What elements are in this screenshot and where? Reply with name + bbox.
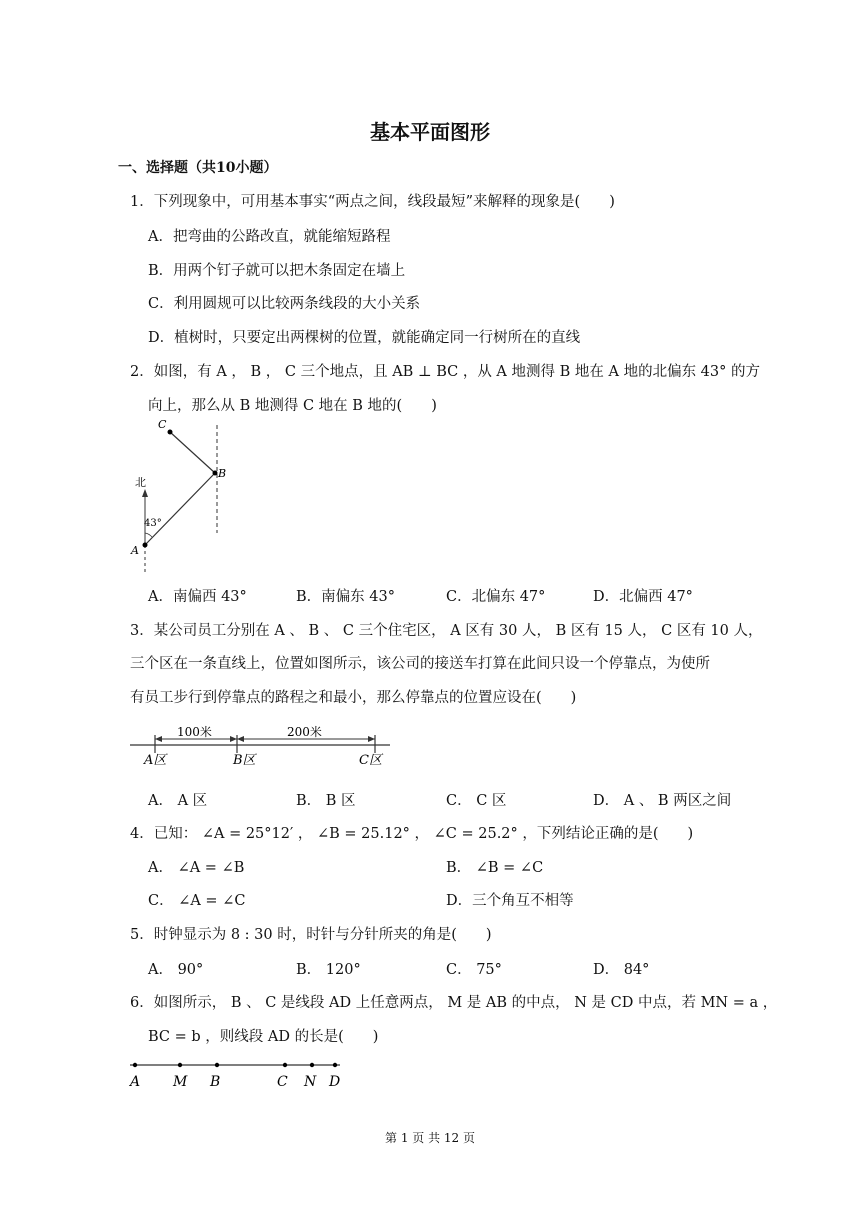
seg-label-d: D [329,1074,341,1090]
point-a [143,543,148,548]
seg-label-m: M [173,1074,188,1090]
seg-label-b: B [210,1074,221,1090]
section-heading: 一、选择题（共10小题） [118,160,278,176]
q2-option-c: C．北偏东 47° [446,589,546,605]
q1-stem: 1．下列现象中，可用基本事实“两点之间，线段最短”来解释的现象是( ) [130,194,615,210]
point-b [213,471,218,476]
q5-stem: 5．时钟显示为 8 : 30 时，时针与分针所夹的角是( ) [130,927,492,943]
seg-point-m [178,1063,182,1067]
seg-label-a: A [130,1074,141,1090]
seg-point-n [310,1063,314,1067]
point-c [168,430,173,435]
q2-option-d: D．北偏西 47° [593,589,693,605]
label-north: 北 [135,476,146,489]
q6-segment-figure [125,1055,355,1095]
label-angle: 43° [144,518,162,529]
q1-option-d: D．植树时，只要定出两棵树的位置，就能确定同一行树所在的直线 [148,330,581,346]
seg-point-d [333,1063,337,1067]
seg-label-c: C [277,1074,288,1090]
q3-option-c: C． C 区 [446,793,507,809]
q1-option-b: B．用两个钉子就可以把木条固定在墙上 [148,263,406,279]
seg-point-c [283,1063,287,1067]
q3-option-a: A． A 区 [148,793,208,809]
q2-option-a: A．南偏西 43° [148,589,247,605]
q3-stem-line1: 3．某公司员工分别在 A 、 B 、 C 三个住宅区， A 区有 30 人， B 区有 15 人， C 区有 10 人， [130,623,763,639]
label-zone-b: B区 [233,753,256,768]
q3-stem-line3: 有员工步行到停靠点的路程之和最小，那么停靠点的位置应设在( ) [130,690,577,706]
q5-option-d: D． 84° [593,962,650,978]
q2-direction-figure [125,415,245,575]
page-title: 基本平面图形 [370,120,490,144]
label-zone-a: A区 [144,753,167,768]
q2-stem-line1: 2．如图，有 A ， B ， C 三个地点，且 AB ⊥ BC ，从 A 地测得 B 地在 A 地的北偏东 43° 的方 [130,364,760,380]
q2-stem-line2: 向上，那么从 B 地测得 C 地在 B 地的( ) [148,398,437,414]
seg-point-a [133,1063,137,1067]
q5-option-b: B． 120° [296,962,361,978]
label-a: A [131,544,139,557]
q5-option-c: C． 75° [446,962,502,978]
q3-option-d: D． A 、 B 两区之间 [593,793,732,809]
label-c: C [158,418,167,431]
north-arrow-icon [142,489,148,497]
q1-option-c: C．利用圆规可以比较两条线段的大小关系 [148,296,421,312]
q4-option-d: D．三个角互不相等 [446,893,574,909]
page-footer: 第 1 页 共 12 页 [385,1131,475,1145]
q6-stem-line1: 6．如图所示， B 、 C 是线段 AD 上任意两点， M 是 AB 的中点， N 是 CD 中点，若 MN = a ， [130,995,778,1011]
label-distance-ab: 100米 [177,725,212,739]
seg-label-n: N [304,1074,317,1090]
q2-option-b: B．南偏东 43° [296,589,395,605]
label-distance-bc: 200米 [287,725,322,739]
q3-stem-line2: 三个区在一条直线上，位置如图所示，该公司的接送车打算在此间只设一个停靠点，为使所 [130,656,710,672]
q1-option-a: A．把弯曲的公路改直，就能缩短路程 [148,229,391,245]
q3-distance-figure [125,715,395,775]
q4-option-b: B． ∠B = ∠C [446,860,544,876]
q4-stem: 4．已知： ∠A = 25°12′ ， ∠B = 25.12° ， ∠C = 25.2° ，下列结论正确的是( ) [130,826,694,842]
label-zone-c: C区 [359,753,382,768]
q6-stem-line2: BC = b ，则线段 AD 的长是( ) [148,1029,379,1045]
q4-option-c: C． ∠A = ∠C [148,893,246,909]
q3-option-b: B． B 区 [296,793,356,809]
label-b: B [218,467,227,480]
q4-option-a: A． ∠A = ∠B [148,860,245,876]
seg-point-b [215,1063,219,1067]
q5-option-a: A． 90° [148,962,204,978]
